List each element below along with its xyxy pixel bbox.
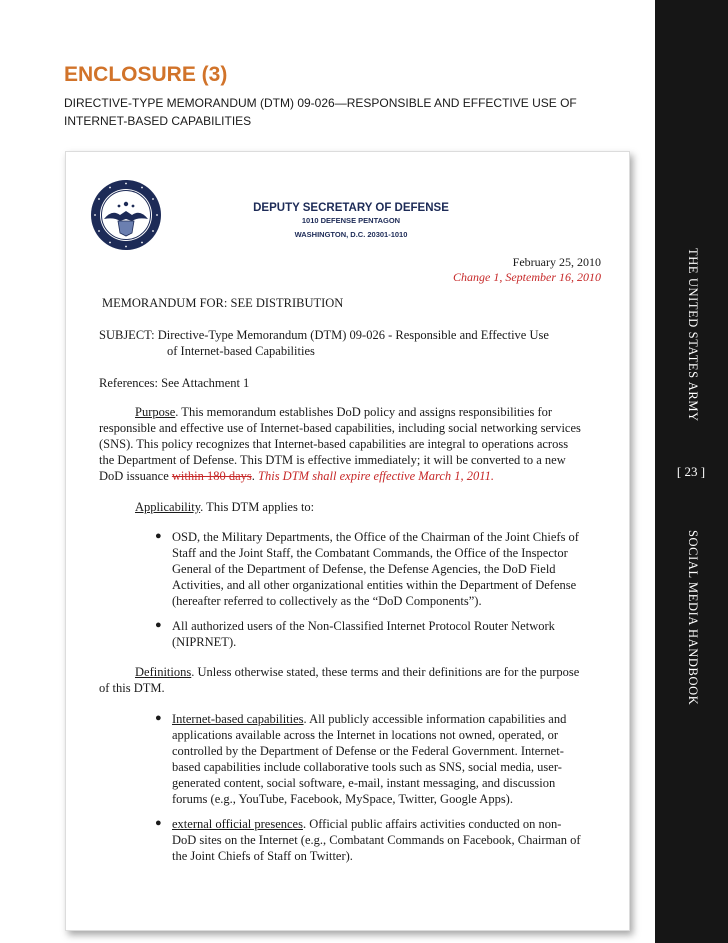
definitions-text: . Unless otherwise stated, these terms and their definitions are for the purpose bbox=[191, 665, 580, 679]
definitions-line: of this DTM. bbox=[99, 681, 165, 695]
bullet-icon: ● bbox=[155, 619, 162, 631]
purpose-paragraph bbox=[135, 405, 552, 420]
subject-line-continued: of Internet-based Capabilities bbox=[167, 344, 315, 358]
list-item-line: All authorized users of the Non-Classified Internet Protocol Router Network bbox=[172, 619, 555, 633]
list-item-line: General of the Department of Defense, the Defense Agencies, the DoD Field bbox=[172, 562, 556, 576]
dod-seal-icon bbox=[90, 179, 162, 251]
applicability-paragraph bbox=[135, 500, 314, 515]
definition-text: . Official public affairs activities conducted on non- bbox=[302, 817, 562, 831]
purpose-text: DoD issuance bbox=[99, 469, 172, 483]
list-item-line: generated content, social software, e-mail, instant messaging, and discussion bbox=[172, 776, 556, 790]
subject-line: SUBJECT: Directive-Type Memorandum (DTM) 09-026 - Responsible and Effective Use bbox=[99, 328, 549, 342]
enclosure-title: ENCLOSURE (3) bbox=[64, 63, 228, 86]
purpose-heading: Purpose bbox=[135, 405, 176, 419]
purpose-line bbox=[99, 469, 494, 484]
letterhead-city: WASHINGTON, D.C. 20301-1010 bbox=[294, 230, 408, 239]
letterhead-title: DEPUTY SECRETARY OF DEFENSE bbox=[253, 202, 449, 214]
enclosure-subtitle-line: DIRECTIVE-TYPE MEMORANDUM (DTM) 09-026—RESPONSIBLE AND EFFECTIVE USE OF bbox=[64, 96, 577, 110]
purpose-text: . This memorandum establishes DoD policy and assigns responsibilities for bbox=[175, 405, 553, 419]
list-item-line: (hereafter referred to collectively as the “DoD Components”). bbox=[172, 594, 482, 608]
bullet-icon: ● bbox=[155, 712, 162, 724]
purpose-text: . bbox=[251, 469, 259, 483]
struck-text: within 180 days bbox=[171, 469, 252, 483]
sidebar-army-label: THE UNITED STATES ARMY bbox=[686, 248, 700, 422]
memo-date: February 25, 2010 bbox=[512, 255, 601, 269]
list-item-line: (NIPRNET). bbox=[172, 635, 237, 649]
list-item-line: forums (e.g., YouTube, Facebook, MySpace, Twitter, Google Apps). bbox=[172, 792, 513, 806]
definition-text: . All publicly accessible information capabilities and bbox=[303, 712, 567, 726]
memo-document bbox=[65, 151, 630, 931]
list-item-line: the Joint Chiefs of Staff on Twitter). bbox=[172, 849, 353, 863]
applicability-text: . This DTM applies to: bbox=[200, 500, 315, 514]
list-item-line: based capabilities include collaborative tools such as SNS, social media, user- bbox=[172, 760, 562, 774]
page-number: [ 23 ] bbox=[676, 464, 706, 479]
memorandum-for: MEMORANDUM FOR: SEE DISTRIBUTION bbox=[102, 296, 344, 310]
list-item-line: DoD sites on the Internet (e.g., Combatant Commands on Facebook, Chairman of bbox=[172, 833, 581, 847]
bullet-icon: ● bbox=[155, 817, 162, 829]
definition-term: Internet-based capabilities bbox=[172, 712, 304, 726]
memo-change-date: Change 1, September 16, 2010 bbox=[453, 270, 601, 284]
sidebar-handbook-label: SOCIAL MEDIA HANDBOOK bbox=[686, 530, 700, 706]
definitions-heading: Definitions bbox=[135, 665, 192, 679]
list-item-line bbox=[172, 817, 561, 832]
definition-term: external official presences bbox=[172, 817, 303, 831]
purpose-line: responsible and effective use of Internet-based capabilities, including social networking services bbox=[99, 421, 581, 435]
expiration-note: This DTM shall expire effective March 1, 2011. bbox=[258, 469, 494, 483]
enclosure-subtitle bbox=[64, 94, 624, 130]
applicability-heading: Applicability bbox=[135, 500, 201, 514]
list-item-line: Activities, and all other organizational entities within the Department of Defense bbox=[172, 578, 577, 592]
list-item-line: OSD, the Military Departments, the Office of the Chairman of the Joint Chiefs of bbox=[172, 530, 579, 544]
list-item-line: controlled by the Department of Defense or the Federal Government. Internet- bbox=[172, 744, 564, 758]
enclosure-subtitle-line: INTERNET-BASED CAPABILITIES bbox=[64, 114, 252, 128]
list-item-line: Staff and the Joint Staff, the Combatant Commands, the Office of the Inspector bbox=[172, 546, 568, 560]
purpose-line: the Department of Defense. This DTM is effective immediately; it will be converted to a new bbox=[99, 453, 566, 467]
bullet-icon: ● bbox=[155, 530, 162, 542]
list-item-line: applications available across the Internet in locations not owned, operated, or bbox=[172, 728, 558, 742]
list-item-line bbox=[172, 712, 566, 727]
letterhead-address: 1010 DEFENSE PENTAGON bbox=[301, 216, 401, 225]
references: References: See Attachment 1 bbox=[99, 376, 250, 390]
definitions-paragraph bbox=[135, 665, 579, 680]
purpose-line: (SNS). This policy recognizes that Internet-based capabilities are integral to operations across bbox=[99, 437, 569, 451]
